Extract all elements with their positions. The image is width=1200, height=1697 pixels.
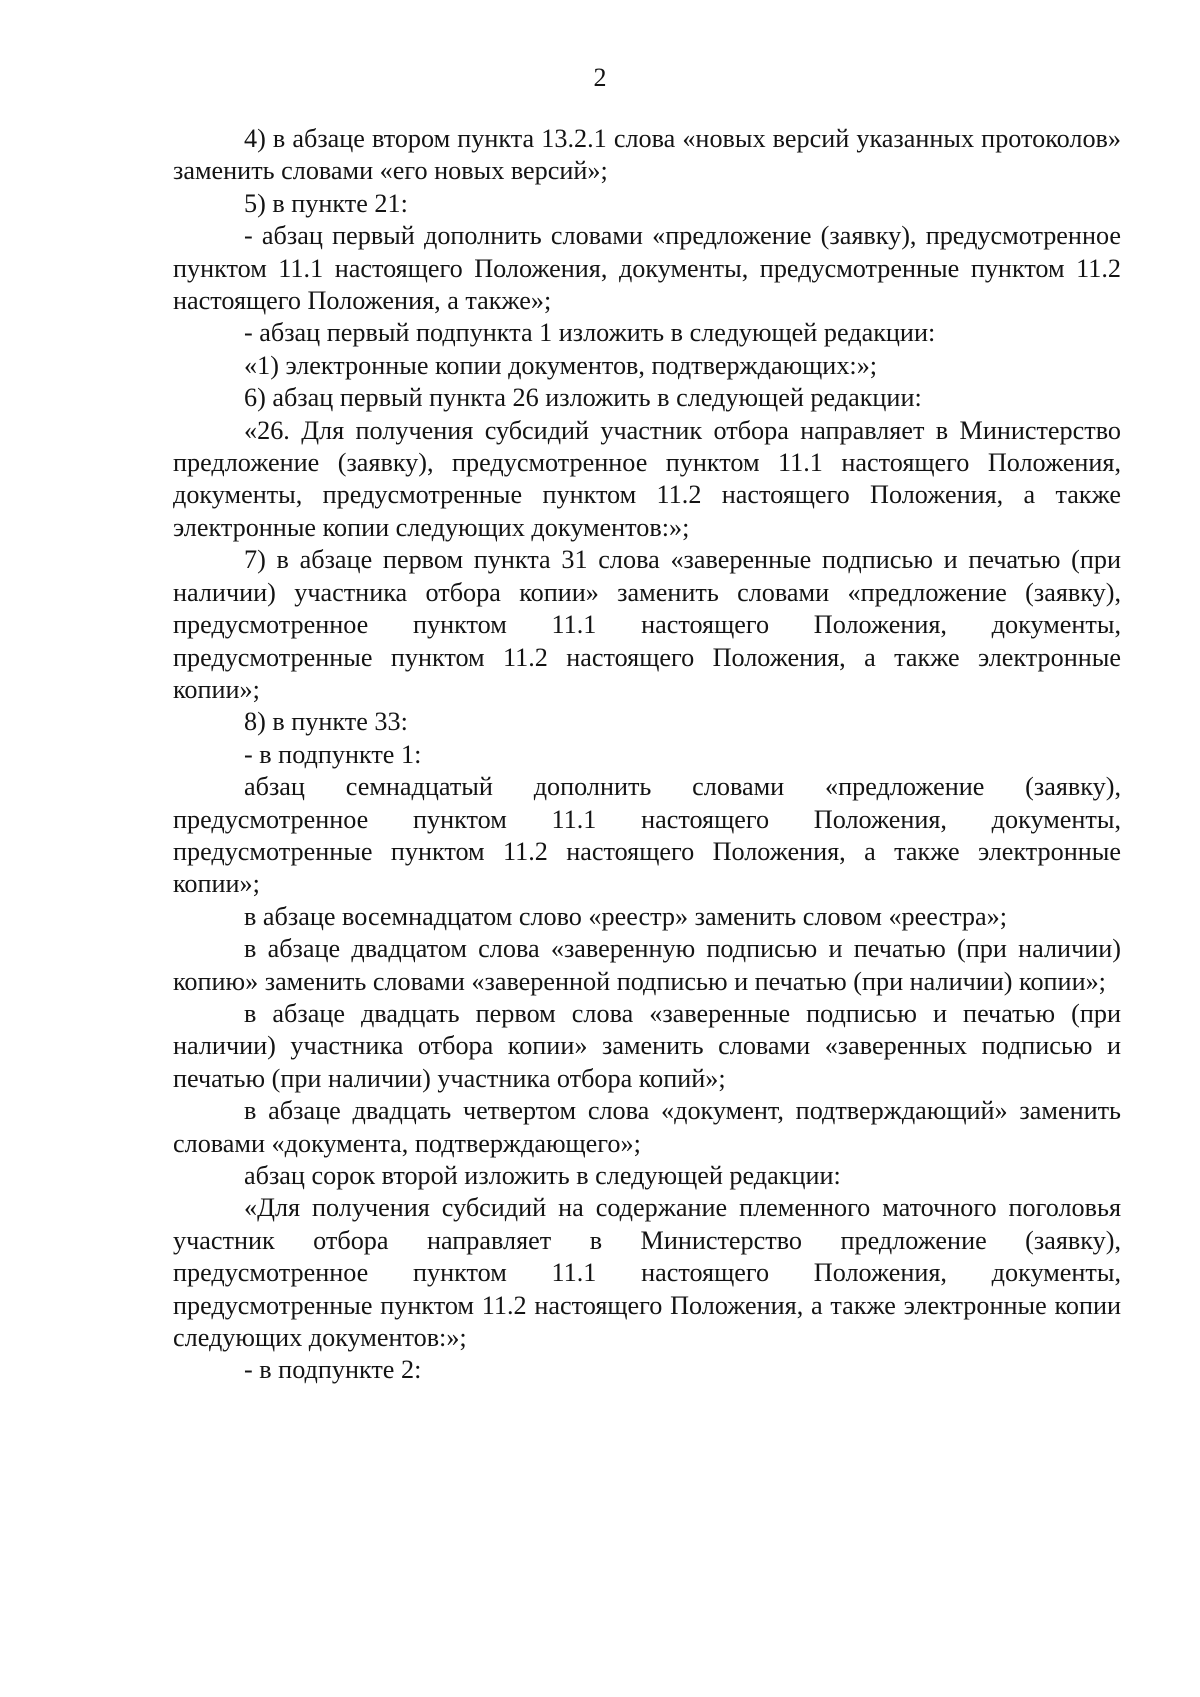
- paragraph-abzac-20: в абзаце двадцатом слова «заверенную подписью и печатью (при наличии) копию» заменить словами «заверенной подписью и печатью (при наличии) копии»;: [173, 934, 1121, 996]
- paragraph-item-7: 7) в абзаце первом пункта 31 слова «заверенные подписью и печатью (при наличии) участника отбора копии» заменить словами «предложение (заявку), предусмотренное пунктом 11.1 настоящего Положения, документы, предусмотренные пунктом 11.2 настоящего Положения, а также электронные копии»;: [173, 545, 1121, 704]
- paragraph-item-5-quote: «1) электронные копии документов, подтверждающих:»;: [244, 350, 878, 380]
- page-number: 2: [593, 63, 607, 92]
- paragraph-abzac-18: в абзаце восемнадцатом слово «реестр» заменить словом «реестра»;: [244, 901, 1008, 931]
- paragraph-abzac-17: абзац семнадцатый дополнить словами «предложение (заявку), предусмотренное пунктом 11.1 настоящего Положения, документы, предусмотренные пунктом 11.2 настоящего Положения, а также электронные копии»;: [173, 772, 1121, 899]
- paragraph-item-4: 4) в абзаце втором пункта 13.2.1 слова «новых версий указанных протоколов» заменить словами «его новых версий»;: [173, 124, 1121, 186]
- paragraph-abzac-24: в абзаце двадцать четвертом слова «документ, подтверждающий» заменить словами «документа, подтверждающего»;: [173, 1096, 1121, 1158]
- paragraph-item-5-sub-2: - абзац первый подпункта 1 изложить в следующей редакции:: [244, 318, 936, 348]
- paragraph-item-5-sub-1: - абзац первый дополнить словами «предложение (заявку), предусмотренное пунктом 11.1 настоящего Положения, документы, предусмотренные пунктом 11.2 настоящего Положения, а также»;: [173, 221, 1121, 316]
- paragraph-item-6-quote: «26. Для получения субсидий участник отбора направляет в Министерство предложение (заявку), предусмотренное пунктом 11.1 настоящего Положения, документы, предусмотренные пунктом 11.2 настоящего Положения, а также электронные копии следующих документов:»;: [173, 415, 1121, 542]
- paragraph-item-8-sub-1: - в подпункте 1:: [244, 739, 422, 769]
- paragraph-abzac-42-quote: «Для получения субсидий на содержание племенного маточного поголовья участник отбора направляет в Министерство предложение (заявку), предусмотренное пунктом 11.1 настоящего Положения, документы, предусмотренные пунктом 11.2 настоящего Положения, а также электронные копии следующих документов:»;: [173, 1193, 1121, 1353]
- paragraph-item-5: 5) в пункте 21:: [244, 188, 408, 218]
- paragraph-item-8-sub-2: - в подпункте 2:: [244, 1355, 422, 1385]
- paragraph-item-6: 6) абзац первый пункта 26 изложить в следующей редакции:: [244, 383, 922, 413]
- paragraph-abzac-42: абзац сорок второй изложить в следующей редакции:: [244, 1161, 841, 1190]
- paragraph-item-8: 8) в пункте 33:: [244, 707, 408, 737]
- paragraph-abzac-21: в абзаце двадцать первом слова «заверенные подписью и печатью (при наличии) участника отбора копии» заменить словами «заверенных подписью и печатью (при наличии) участника отбора копий»;: [173, 998, 1121, 1093]
- document-body: [173, 123, 1121, 1387]
